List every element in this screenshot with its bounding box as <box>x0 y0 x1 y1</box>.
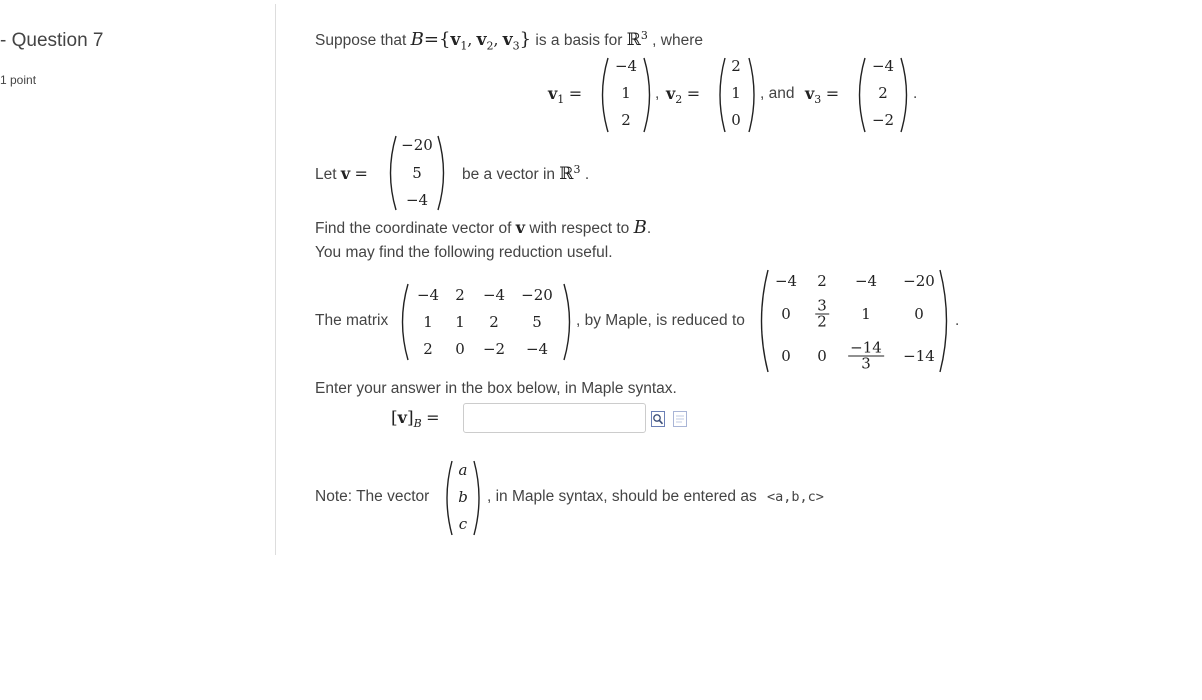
v3-label-sub: 3 <box>814 93 822 107</box>
intro-suppose-text: Suppose that <box>315 32 407 50</box>
answer-label-eq: = <box>426 408 440 427</box>
note-vector-c: c <box>458 515 468 533</box>
intro-v2-sub: 2 <box>486 39 494 53</box>
reduced-cell: −4 <box>854 272 878 290</box>
v3-label-letter: v <box>805 84 815 103</box>
intro-comma1: , <box>467 31 473 50</box>
intro-set-open: { <box>439 29 451 51</box>
intro-v3-sub: 3 <box>512 39 520 53</box>
fraction-denominator: 3 <box>861 354 871 373</box>
intro-line <box>315 29 703 52</box>
let-eq: = <box>354 164 368 183</box>
column-divider <box>275 4 276 555</box>
answer-label-v: v <box>397 408 407 427</box>
let-text: Let <box>315 166 337 183</box>
preview-icon[interactable] <box>651 411 665 432</box>
answer-input[interactable] <box>463 403 646 433</box>
v-entry-1: −20 <box>401 136 433 154</box>
v2-entry-2: 1 <box>731 84 741 102</box>
reduced-cell: −4 <box>774 272 798 290</box>
matrix-cell: −4 <box>416 286 440 304</box>
v-entry-2: 5 <box>412 164 422 182</box>
intro-v3: v <box>502 30 513 51</box>
answer-prompt: Enter your answer in the box below, in Maple syntax. <box>315 380 677 397</box>
answer-label-open: [ <box>391 408 398 428</box>
reduced-cell: −20 <box>903 272 935 290</box>
v1-entry-1: −4 <box>614 57 638 75</box>
v2-label-sub: 2 <box>675 93 683 107</box>
v3-entry-2: 2 <box>878 84 888 102</box>
matrix-cell: 5 <box>532 313 542 331</box>
v1-eq: = <box>568 84 583 103</box>
v1-entry-3: 2 <box>621 111 631 129</box>
intro-B: B <box>410 29 424 51</box>
reduced-cell: 0 <box>914 305 924 323</box>
find-text-b: with respect to <box>529 220 630 237</box>
preview-icon-graphic <box>651 411 665 427</box>
reduced-to-text: , by Maple, is reduced to <box>576 312 745 329</box>
matrix-cell: 1 <box>455 313 465 331</box>
reduced-cell: 0 <box>781 305 791 323</box>
reduced-fraction-neg14-3 <box>848 338 884 373</box>
note-text-a: Note: The vector <box>315 488 430 505</box>
note-text-b-content: , in Maple syntax, should be entered as <box>487 488 757 505</box>
question-points: 1 point <box>0 73 37 87</box>
find-period: . <box>646 220 652 237</box>
intro-v2: v <box>476 30 487 51</box>
matrix-cell: −20 <box>521 286 553 304</box>
fraction-denominator: 2 <box>817 312 827 331</box>
matrix-cell: −4 <box>525 340 549 358</box>
note-vector-b: b <box>458 488 468 506</box>
v3-entry-3: −2 <box>871 111 895 129</box>
the-matrix-text: The matrix <box>315 312 389 329</box>
v1-label-sub: 1 <box>557 93 565 107</box>
intro-v1-sub: 1 <box>460 39 468 53</box>
let-R: ℝ <box>559 164 574 185</box>
reduced-cell: 2 <box>817 272 827 290</box>
fraction-numerator: 3 <box>817 296 827 315</box>
matrix-period: . <box>955 312 960 329</box>
v-entry-3: −4 <box>405 191 429 209</box>
v3-eq: = <box>825 84 840 103</box>
v1-label <box>548 84 582 106</box>
reduced-fraction-3-2 <box>815 296 829 331</box>
v2-label-letter: v <box>666 84 676 103</box>
let-suffix <box>462 163 589 184</box>
question-dash: - <box>0 30 7 51</box>
matrix-cell: 2 <box>455 286 465 304</box>
sep1: , <box>655 85 660 102</box>
v2-label <box>666 84 700 106</box>
intro-where: , where <box>652 32 704 50</box>
v2-entry-3: 0 <box>731 111 741 129</box>
intro-set-close: } <box>519 29 532 51</box>
question-title-text: Question 7 <box>11 30 104 51</box>
find-B: B <box>633 217 647 238</box>
matrix-cell: −2 <box>482 340 506 358</box>
v2-entry-1: 2 <box>731 57 741 75</box>
be-vector-text: be a vector in <box>462 166 556 184</box>
let-label <box>315 164 368 184</box>
reduced-cell: −14 <box>903 347 935 365</box>
let-period: . <box>584 166 590 184</box>
find-line <box>315 217 651 238</box>
v3-label <box>805 84 839 106</box>
matrix-cell: −4 <box>482 286 506 304</box>
v2-eq: = <box>686 84 701 103</box>
answer-label-sub: B <box>413 417 422 431</box>
reduced-cell: 1 <box>861 305 871 323</box>
v1-label-letter: v <box>548 84 558 103</box>
intro-v1: v <box>450 30 461 51</box>
intro-is-basis: is a basis for <box>535 32 623 50</box>
find-v: v <box>515 218 526 237</box>
reduction-hint: You may find the following reduction useful. <box>315 244 613 261</box>
v1-entry-2: 1 <box>621 84 631 102</box>
intro-R: ℝ <box>626 30 641 51</box>
intro-eq: = <box>423 29 439 51</box>
find-text-a: Find the coordinate vector of <box>315 220 512 237</box>
let-v: v <box>340 164 351 183</box>
note-vector-a: a <box>458 461 468 479</box>
fraction-numerator: −14 <box>850 338 882 357</box>
answer-label <box>391 408 440 430</box>
intro-comma2: , <box>493 31 499 50</box>
question-title <box>0 30 104 52</box>
help-icon-graphic <box>673 411 687 427</box>
matrix-cell: 2 <box>423 340 433 358</box>
answer-label-close: ] <box>406 408 414 428</box>
intro-R-exp: 3 <box>640 29 648 42</box>
matrix-cell: 1 <box>423 313 433 331</box>
matrix-cell: 2 <box>489 313 499 331</box>
basis-period: . <box>913 85 918 102</box>
and-text: , and <box>760 85 795 102</box>
matrix-cell: 0 <box>455 340 465 358</box>
reduced-cell: 0 <box>817 347 827 365</box>
help-icon[interactable] <box>673 411 687 432</box>
reduced-cell: 0 <box>781 347 791 365</box>
note-code: <a,b,c> <box>767 489 824 505</box>
v3-entry-1: −4 <box>871 57 895 75</box>
let-R-exp: 3 <box>573 163 581 176</box>
note-text-b <box>487 488 824 506</box>
